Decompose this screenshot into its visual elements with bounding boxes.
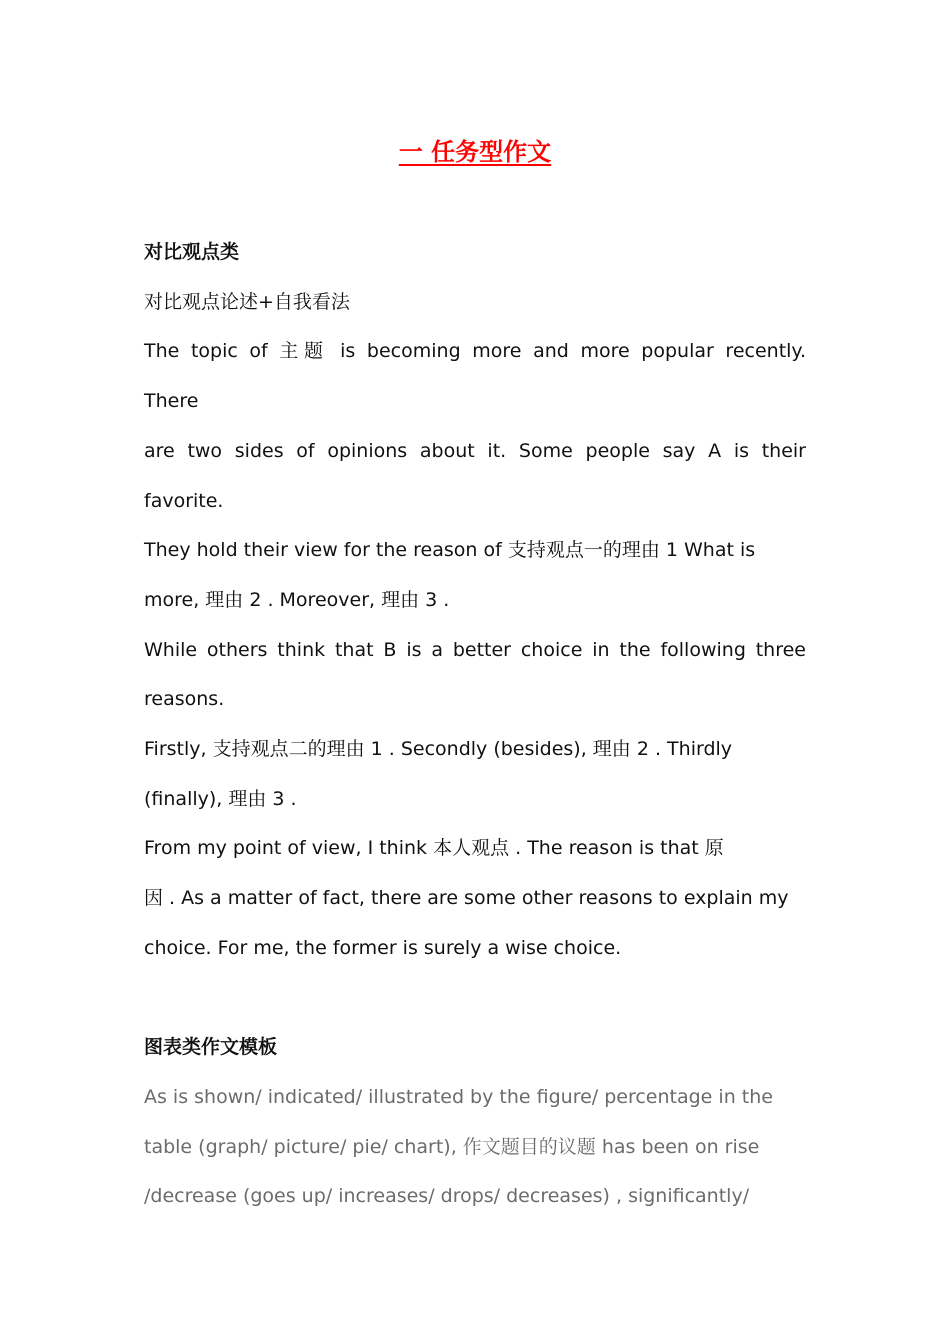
document-title: 一 任务型作文 bbox=[398, 138, 552, 166]
template-line: As is shown/ indicated/ illustrated by the figure/ percentage in the bbox=[144, 1085, 773, 1108]
paragraph-line: While others think that B is a better choice in the following three bbox=[144, 638, 806, 661]
paragraph-line: Firstly, 支持观点二的理由 1 . Secondly (besides), 理由 2 . Thirdly bbox=[144, 738, 733, 761]
template-line: table (graph/ picture/ pie/ chart), 作文题目的议题 has been on rise bbox=[144, 1135, 760, 1158]
paragraph-line: more, 理由 2 . Moreover, 理由 3 . bbox=[144, 588, 450, 611]
paragraph-line: There bbox=[144, 390, 199, 413]
paragraph-line: reasons. bbox=[144, 688, 225, 711]
paragraph-line: (finally), 理由 3 . bbox=[144, 787, 297, 810]
paragraph-line: favorite. bbox=[144, 489, 224, 512]
paragraph-line: The topic of 主题 is becoming more and more popular recently. bbox=[144, 340, 806, 363]
section-heading-comparison: 对比观点类 bbox=[144, 241, 240, 263]
section-spacer bbox=[144, 974, 806, 1024]
paragraph-line: choice. For me, the former is surely a wise choice. bbox=[144, 936, 622, 959]
paragraph-line: From my point of view, I think 本人观点 . The reason is that 原 bbox=[144, 837, 724, 860]
paragraph-line: 因 . As a matter of fact, there are some other reasons to explain my bbox=[144, 887, 789, 910]
template-line: /decrease (goes up/ increases/ drops/ decreases) , significantly/ bbox=[144, 1185, 750, 1208]
document-body bbox=[144, 228, 806, 1222]
paragraph-line: They hold their view for the reason of 支持观点一的理由 1 What is bbox=[144, 539, 756, 562]
section-heading-chart-template: 图表类作文模板 bbox=[144, 1036, 278, 1059]
paragraph-line: are two sides of opinions about it. Some people say A is their bbox=[144, 439, 806, 462]
section-subheading: 对比观点论述+自我看法 bbox=[144, 290, 350, 313]
